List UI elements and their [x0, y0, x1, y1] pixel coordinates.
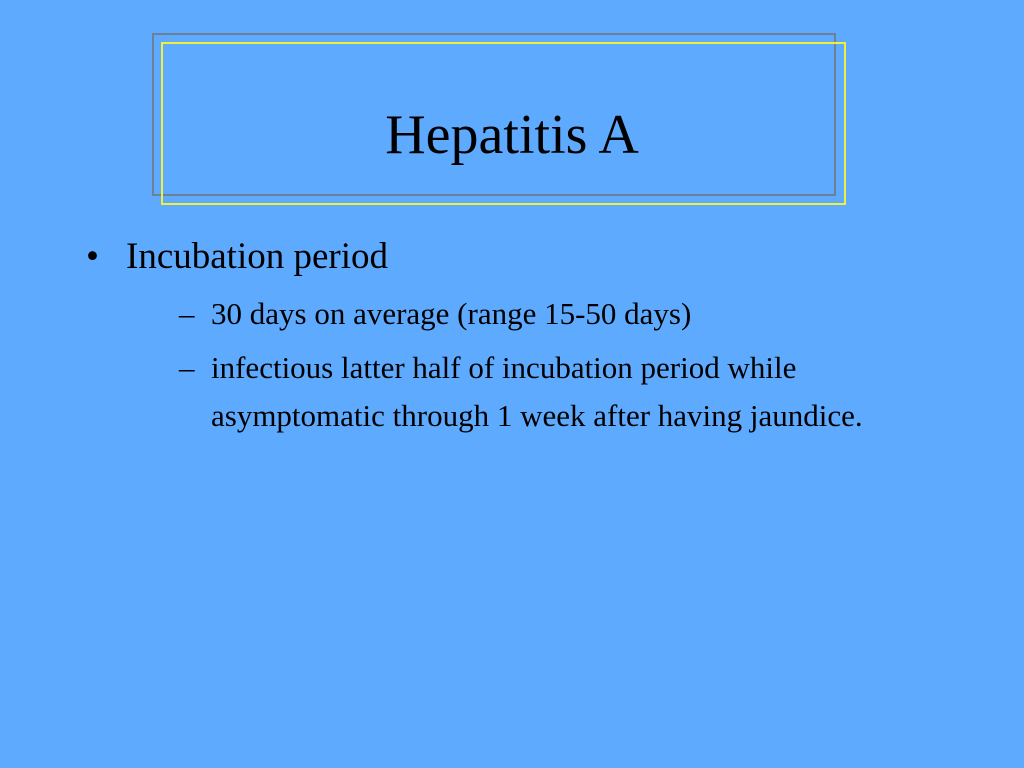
sub-bullet-marker: – [179, 350, 195, 385]
bullet-item [86, 232, 966, 440]
slide-title: Hepatitis A [385, 104, 639, 166]
sub-bullet-marker: – [179, 296, 195, 331]
sub-bullet-list [126, 290, 966, 440]
bullet-list [86, 232, 966, 446]
sub-bullet-text: infectious latter half of incubation period while asymptomatic through 1 week after having jaundice. [211, 350, 863, 433]
bullet-text: Incubation period [126, 236, 388, 277]
sub-bullet-item [126, 290, 966, 338]
sub-bullet-text: 30 days on average (range 15-50 days) [211, 296, 692, 331]
sub-bullet-item [126, 344, 966, 440]
bullet-marker: • [86, 236, 99, 277]
